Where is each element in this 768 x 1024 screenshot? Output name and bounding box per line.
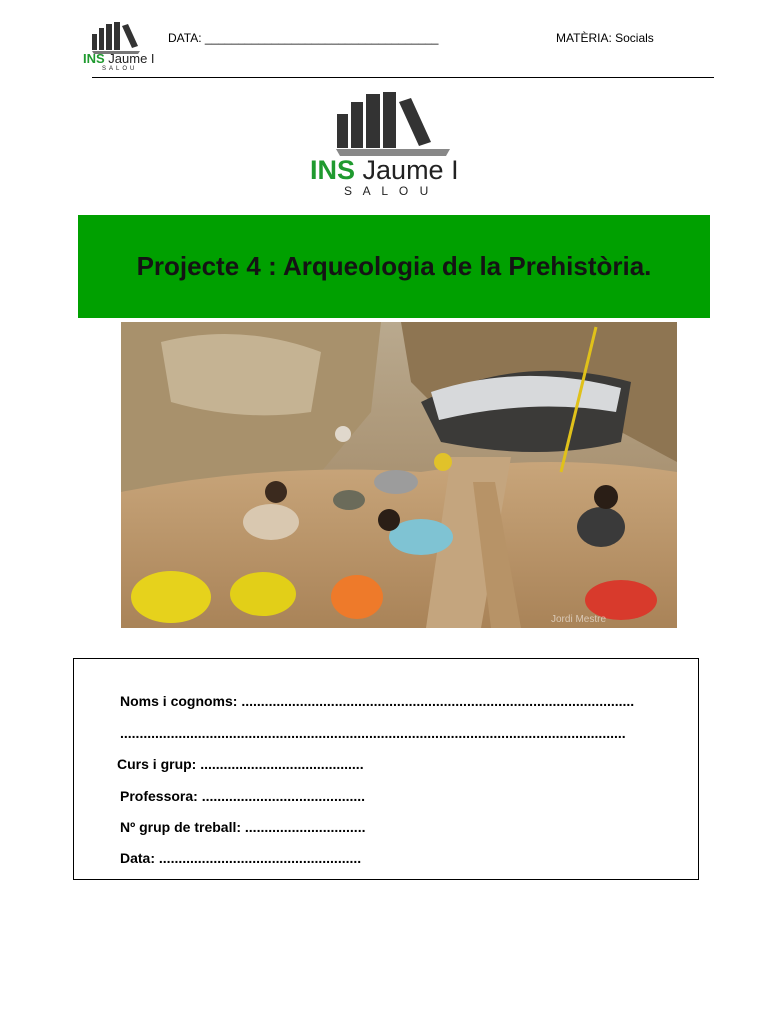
excavation-site-photo [121,322,677,628]
photo-watermark: Jordi Mestre [551,614,607,625]
header-school-logo [80,20,160,74]
date-field: DATA: ___________________________________ [168,31,439,45]
work-group-field: Nº grup de treball: ............................... [120,819,366,835]
header-logo-town: SALOU [102,66,138,72]
date-field-form: Data: .................................................... [120,850,362,866]
student-info-box [73,658,699,880]
center-logo-wordmark: INS Jaume I [310,155,459,185]
books-logo-icon [80,20,160,54]
names-field-continuation: .................................................................................................................................. [120,725,626,741]
title-banner [78,215,710,318]
project-title: Projecte 4 : Arqueologia de la Prehistòria. [136,251,652,281]
header-logo-wordmark: INS Jaume I [83,51,155,66]
names-field: Noms i cognoms: ..................................................................................................... [120,693,635,709]
subject-field: MATÈRIA: Socials [556,31,654,45]
excavation-photo-image [121,322,677,628]
center-school-logo [300,88,480,200]
books-logo-icon [300,88,480,156]
teacher-field: Professora: .......................................... [120,788,366,804]
center-logo-town: S A L O U [344,184,433,198]
header-divider [92,77,714,78]
course-group-field: Curs i grup: .......................................... [117,756,364,772]
